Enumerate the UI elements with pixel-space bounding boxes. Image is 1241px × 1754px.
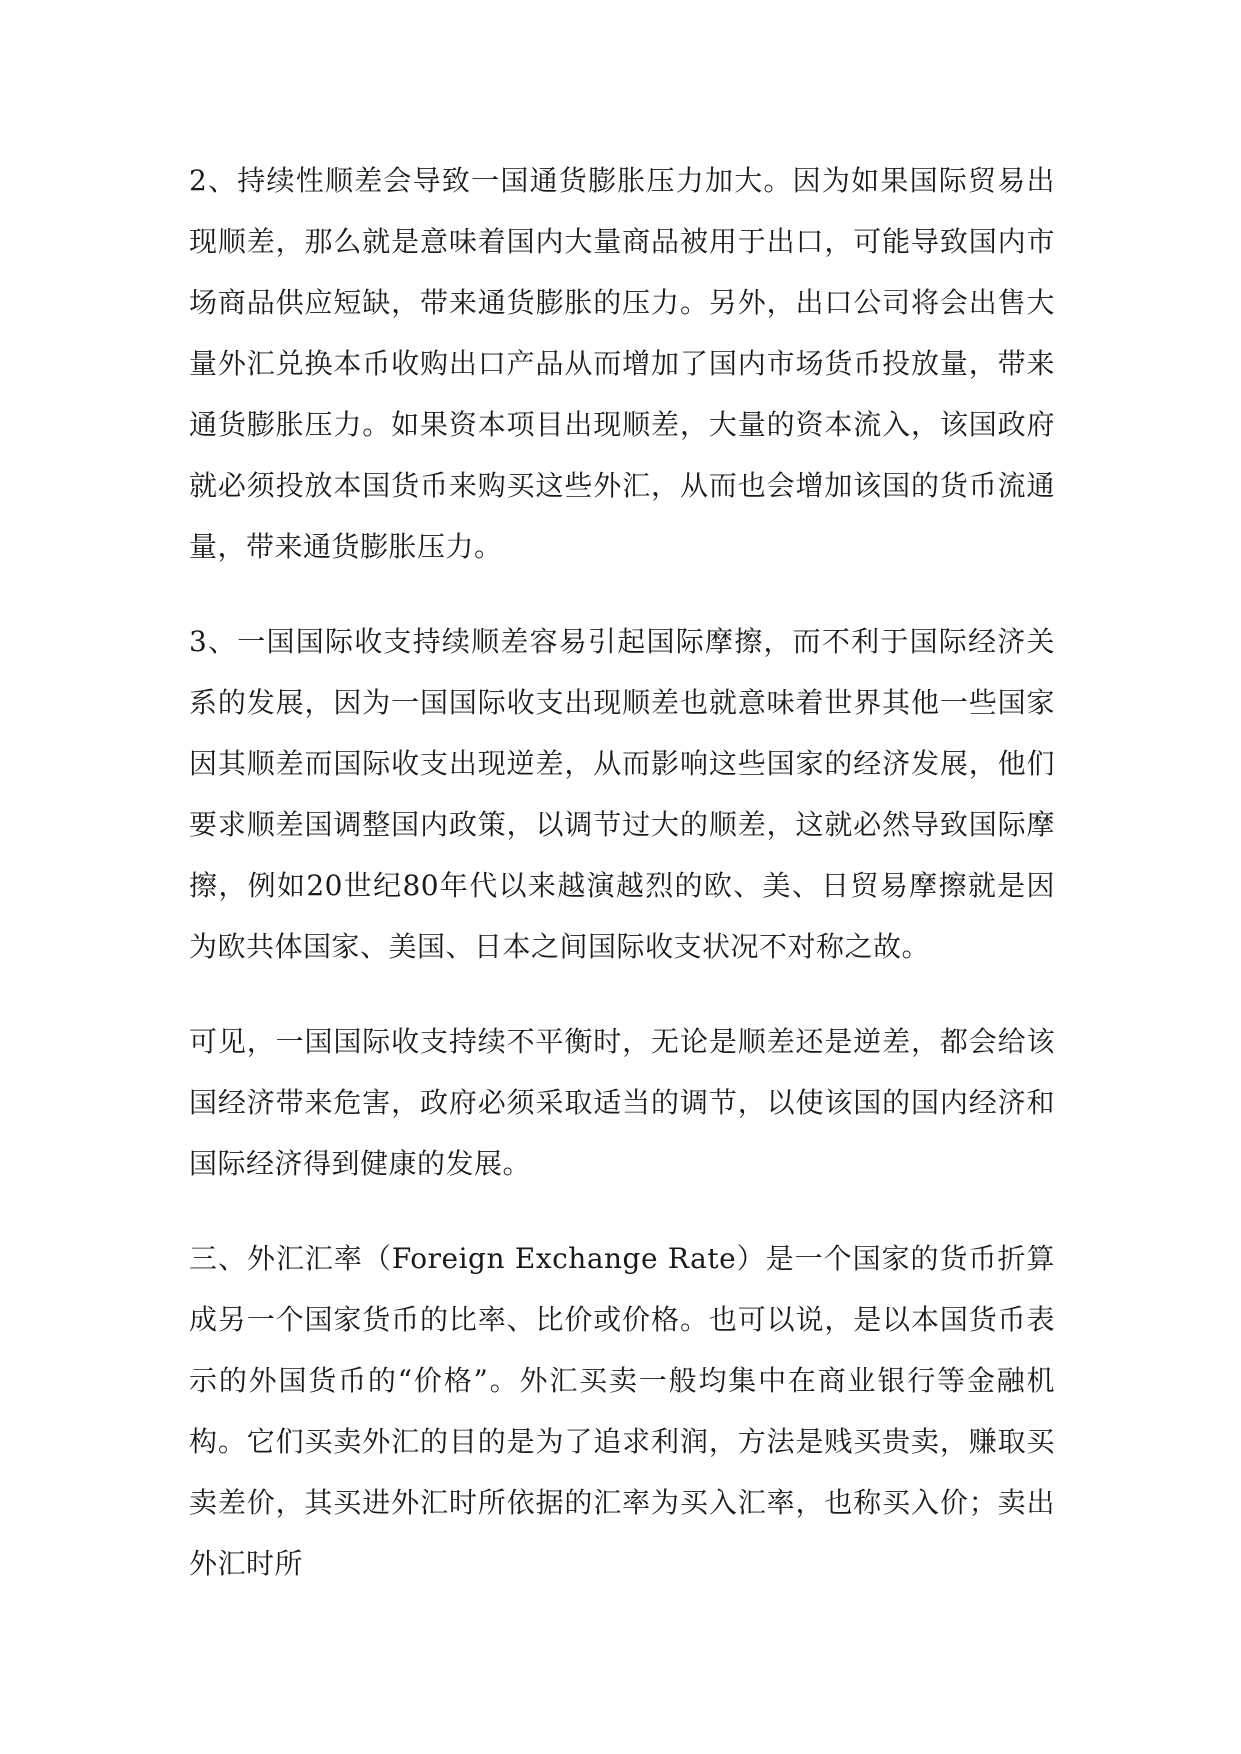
paragraph-inflation-pressure: 2、持续性顺差会导致一国通货膨胀压力加大。因为如果国际贸易出现顺差，那么就是意味着国内大量商品被用于出口，可能导致国内市场商品供应短缺，带来通货膨胀的压力。另外，出口公司将会出售大量外汇兑换本币收购出口产品从而增加了国内市场货币投放量，带来通货膨胀压力。如果资本项目出现顺差，大量的资本流入，该国政府就必须投放本国货币来购买这些外汇，从而也会增加该国的货币流通量，带来通货膨胀压力。 [189, 164, 1055, 563]
paragraph-exchange-rate: 三、外汇汇率（Foreign Exchange Rate）是一个国家的货币折算成另一个国家货币的比率、比价或价格。也可以说，是以本国货币表示的外国货币的“价格”。外汇买卖一般均集中在商业银行等金融机构。它们买卖外汇的目的是为了追求利润，方法是贱买贵卖，赚取买卖差价，其买进外汇时所依据的汇率为买入汇率，也称买入价；卖出外汇时所 [189, 1242, 1055, 1580]
paragraph-international-friction: 3、一国国际收支持续顺差容易引起国际摩擦，而不利于国际经济关系的发展，因为一国国际收支出现顺差也就意味着世界其他一些国家因其顺差而国际收支出现逆差，从而影响这些国家的经济发展，他们要求顺差国调整国内政策，以调节过大的顺差，这就必然导致国际摩擦，例如20世纪80年代以来越演越烈的欧、美、日贸易摩擦就是因为欧共体国家、美国、日本之间国际收支状况不对称之故。 [189, 625, 1055, 963]
document-body [189, 150, 1055, 1594]
paragraph-conclusion: 可见，一国国际收支持续不平衡时，无论是顺差还是逆差，都会给该国经济带来危害，政府必须采取适当的调节，以使该国的国内经济和国际经济得到健康的发展。 [189, 1025, 1055, 1180]
